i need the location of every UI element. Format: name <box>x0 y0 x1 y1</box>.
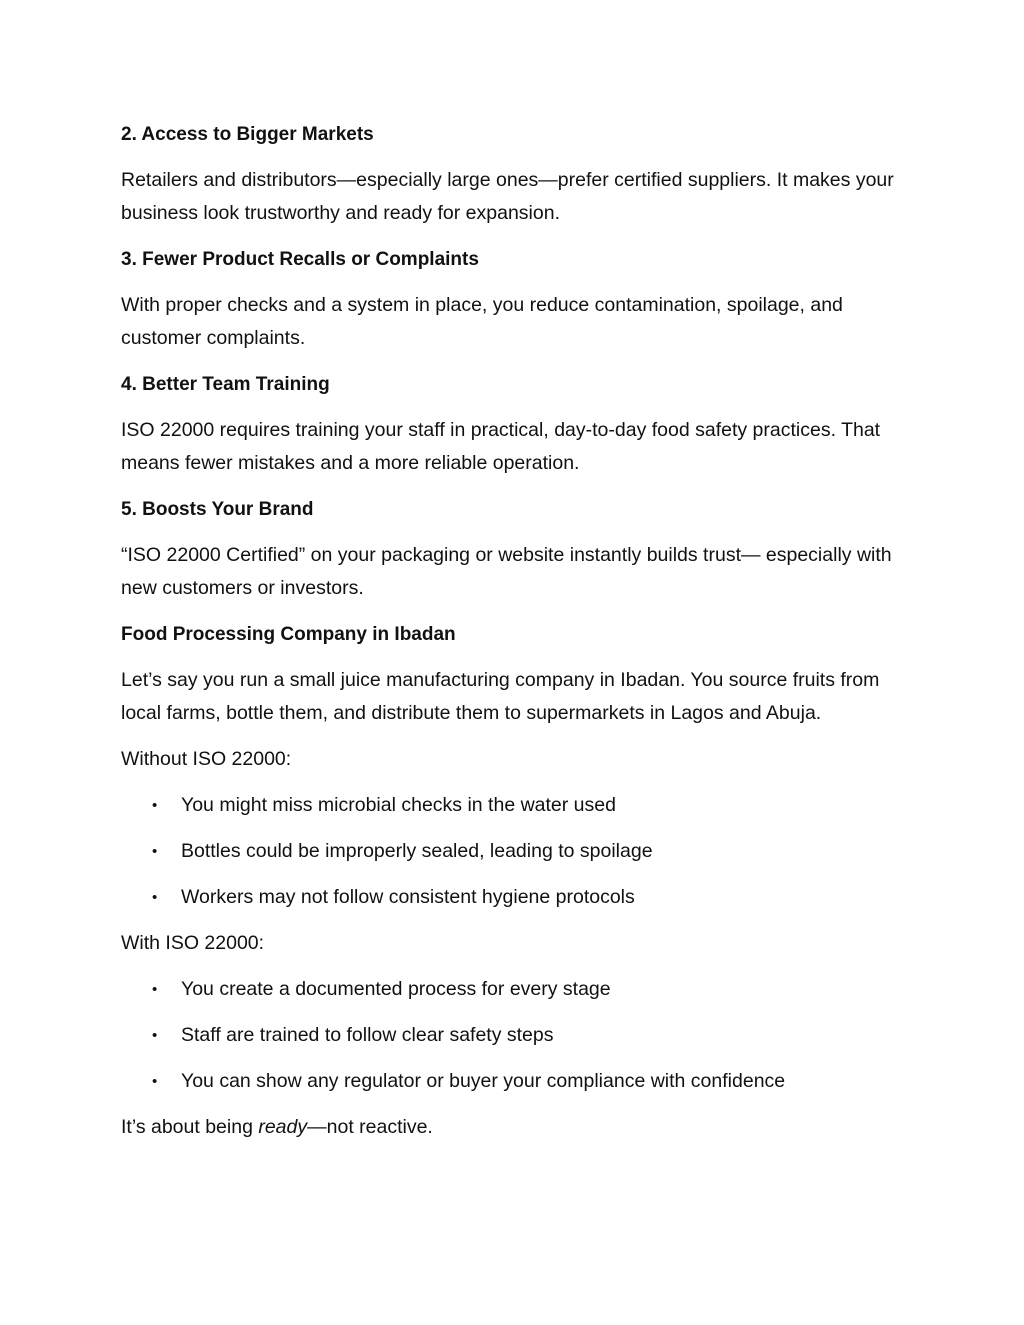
bullet-icon: • <box>152 981 158 998</box>
closing-line <box>121 1111 921 1144</box>
section-heading: 2. Access to Bigger Markets <box>121 124 374 145</box>
without-label: Without ISO 22000: <box>121 748 292 770</box>
list-item-text: You can show any regulator or buyer your compliance with confidence <box>181 1070 786 1092</box>
section-heading: 5. Boosts Your Brand <box>121 499 314 520</box>
list-item-text: You might miss microbial checks in the water used <box>181 794 616 816</box>
list-item-text: You create a documented process for every stage <box>181 978 611 1000</box>
list-item <box>121 1019 921 1052</box>
section-body: With proper checks and a system in place, you reduce contamination, spoilage, and customer complaints. <box>121 294 843 349</box>
list-item-text: Staff are trained to follow clear safety steps <box>181 1024 554 1046</box>
list-item-text: Bottles could be improperly sealed, leading to spoilage <box>181 840 653 862</box>
bullet-icon: • <box>152 843 158 860</box>
list-item <box>121 881 921 914</box>
with-label: With ISO 22000: <box>121 932 265 954</box>
list-item <box>121 835 921 868</box>
list-item-text: Workers may not follow consistent hygiene protocols <box>181 886 635 908</box>
bullet-icon: • <box>152 797 158 814</box>
section-fewer-recalls <box>121 243 921 355</box>
with-list <box>121 973 921 1098</box>
list-item <box>121 789 921 822</box>
closing-prefix: It’s about being <box>121 1116 259 1138</box>
section-body: ISO 22000 requires training your staff in practical, day-to-day food safety practices. That means fewer mistakes and a more reliable operation. <box>121 419 881 474</box>
section-body: Retailers and distributors—especially large ones—prefer certified suppliers. It makes your business look trustworthy and ready for expansion. <box>121 169 894 224</box>
document-page <box>121 118 921 1157</box>
section-access-markets <box>121 118 921 230</box>
closing-suffix: —not reactive. <box>307 1116 433 1138</box>
example-heading: Food Processing Company in Ibadan <box>121 624 456 645</box>
section-heading: 3. Fewer Product Recalls or Complaints <box>121 249 479 270</box>
list-item <box>121 1065 921 1098</box>
bullet-icon: • <box>152 1027 158 1044</box>
list-item <box>121 973 921 1006</box>
section-heading: 4. Better Team Training <box>121 374 330 395</box>
section-body: “ISO 22000 Certified” on your packaging or website instantly builds trust— especially with new customers or investors. <box>121 544 892 599</box>
closing-emphasis: ready <box>258 1116 308 1138</box>
without-list <box>121 789 921 914</box>
bullet-icon: • <box>152 889 158 906</box>
section-example <box>121 618 921 1144</box>
bullet-icon: • <box>152 1073 158 1090</box>
section-boosts-brand <box>121 493 921 605</box>
example-intro: Let’s say you run a small juice manufacturing company in Ibadan. You source fruits from local farms, bottle them, and distribute them to supermarkets in Lagos and Abuja. <box>121 669 880 724</box>
section-team-training <box>121 368 921 480</box>
